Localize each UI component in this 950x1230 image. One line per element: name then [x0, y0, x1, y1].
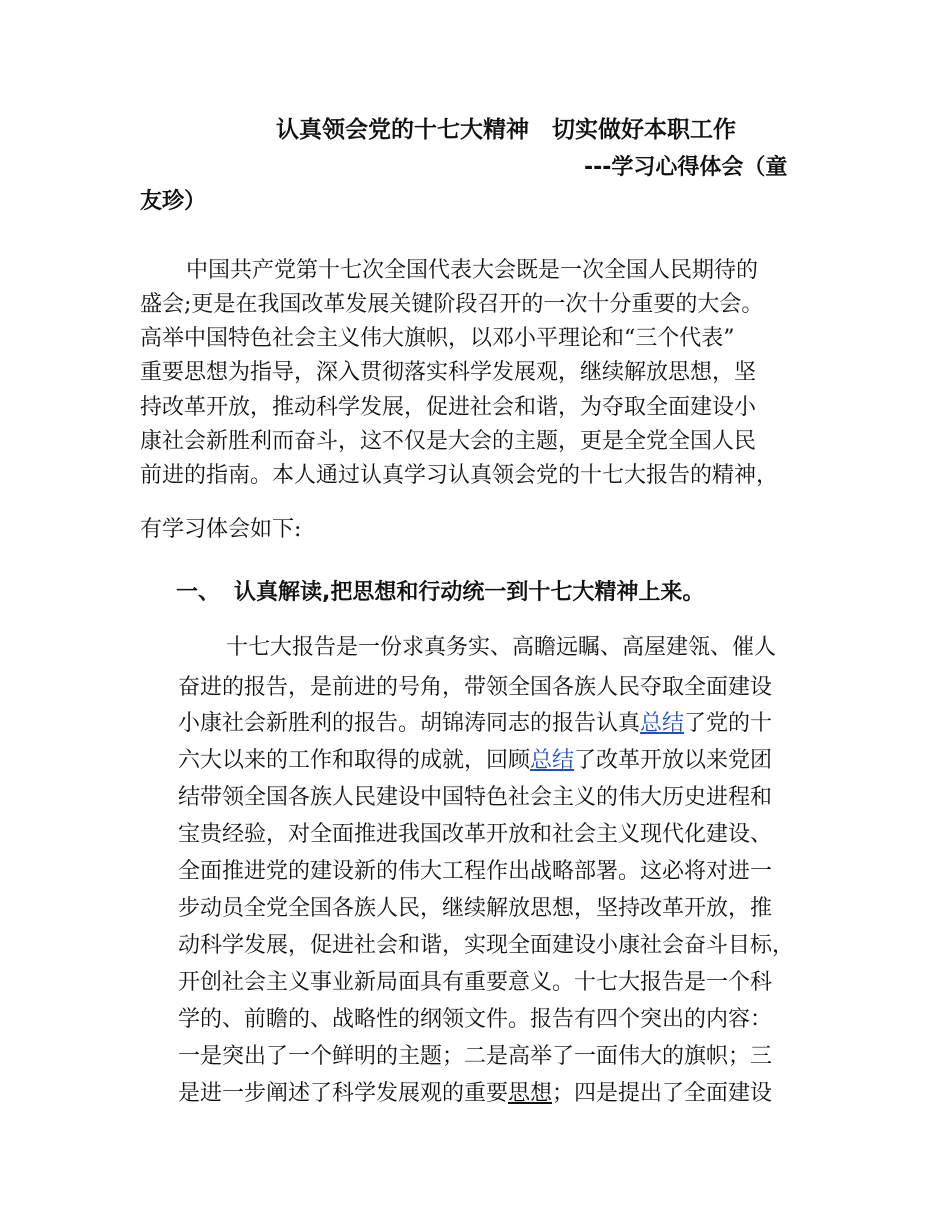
intro-line: 中国共产党第十七次全国代表大会既是一次全国人民期待的 [186, 258, 759, 283]
document-subtitle-continued: 友珍） [140, 189, 207, 214]
body-line: 宝贵经验，对全面推进我国改革开放和社会主义现代化建设、 [178, 822, 773, 847]
body-line [178, 1079, 772, 1109]
intro-line: 康社会新胜利而奋斗，这不仅是大会的主题，更是全党全国人民 [140, 429, 757, 454]
summary-link[interactable]: 总结 [530, 748, 575, 773]
body-line [178, 709, 772, 739]
body-text: 了改革开放以来党团 [574, 748, 773, 773]
body-text: ；四是提出了全面建设 [552, 1081, 773, 1106]
body-line: 奋进的报告，是前进的号角，带领全国各族人民夺取全面建设 [178, 675, 773, 700]
intro-line: 前进的指南。本人通过认真学习认真领会党的十七大报告的精神， [140, 463, 779, 488]
section-number: 一、 [176, 580, 221, 605]
body-line: 一是突出了一个鲜明的主题；二是高举了一面伟大的旗帜；三 [178, 1044, 773, 1069]
body-line: 步动员全党全国各族人民，继续解放思想，坚持改革开放，推 [178, 896, 773, 921]
intro-line: 盛会;更是在我国改革发展关键阶段召开的一次十分重要的大会。 [140, 292, 764, 317]
body-text: 了党的十 [684, 711, 773, 736]
body-line: 十七大报告是一份求真务实、高瞻远瞩、高屋建瓴、催人 [226, 635, 777, 660]
intro-line: 重要思想为指导，深入贯彻落实科学发展观，继续解放思想，坚 [140, 360, 757, 385]
body-line: 结带领全国各族人民建设中国特色社会主义的伟大历史进程和 [178, 785, 773, 810]
summary-link[interactable]: 总结 [640, 711, 685, 736]
underlined-term: 思想 [508, 1081, 553, 1106]
document-subtitle: ---学习心得体会（童 [584, 155, 788, 180]
section-heading-text: 认真解读,把思想和行动统一到十七大精神上来。 [234, 580, 705, 605]
body-line: 动科学发展，促进社会和谐，实现全面建设小康社会奋斗目标， [178, 933, 795, 958]
document-title: 认真领会党的十七大精神 切实做好本职工作 [276, 117, 736, 143]
body-text: 六大以来的工作和取得的成就，回顾 [178, 748, 531, 773]
intro-line: 持改革开放，推动科学发展，促进社会和谐，为夺取全面建设小 [140, 395, 757, 420]
body-line [178, 746, 772, 776]
intro-line: 有学习体会如下: [140, 517, 302, 542]
intro-line: 高举中国特色社会主义伟大旗帜，以邓小平理论和“三个代表” [140, 326, 735, 351]
body-line: 学的、前瞻的、战略性的纲领文件。报告有四个突出的内容： [178, 1007, 773, 1032]
body-text: 是进一步阐述了科学发展观的重要 [178, 1081, 509, 1106]
body-text: 小康社会新胜利的报告。胡锦涛同志的报告认真 [178, 711, 641, 736]
body-line: 开创社会主义事业新局面具有重要意义。十七大报告是一个科 [178, 970, 773, 995]
body-line: 全面推进党的建设新的伟大工程作出战略部署。这必将对进一 [178, 859, 773, 884]
